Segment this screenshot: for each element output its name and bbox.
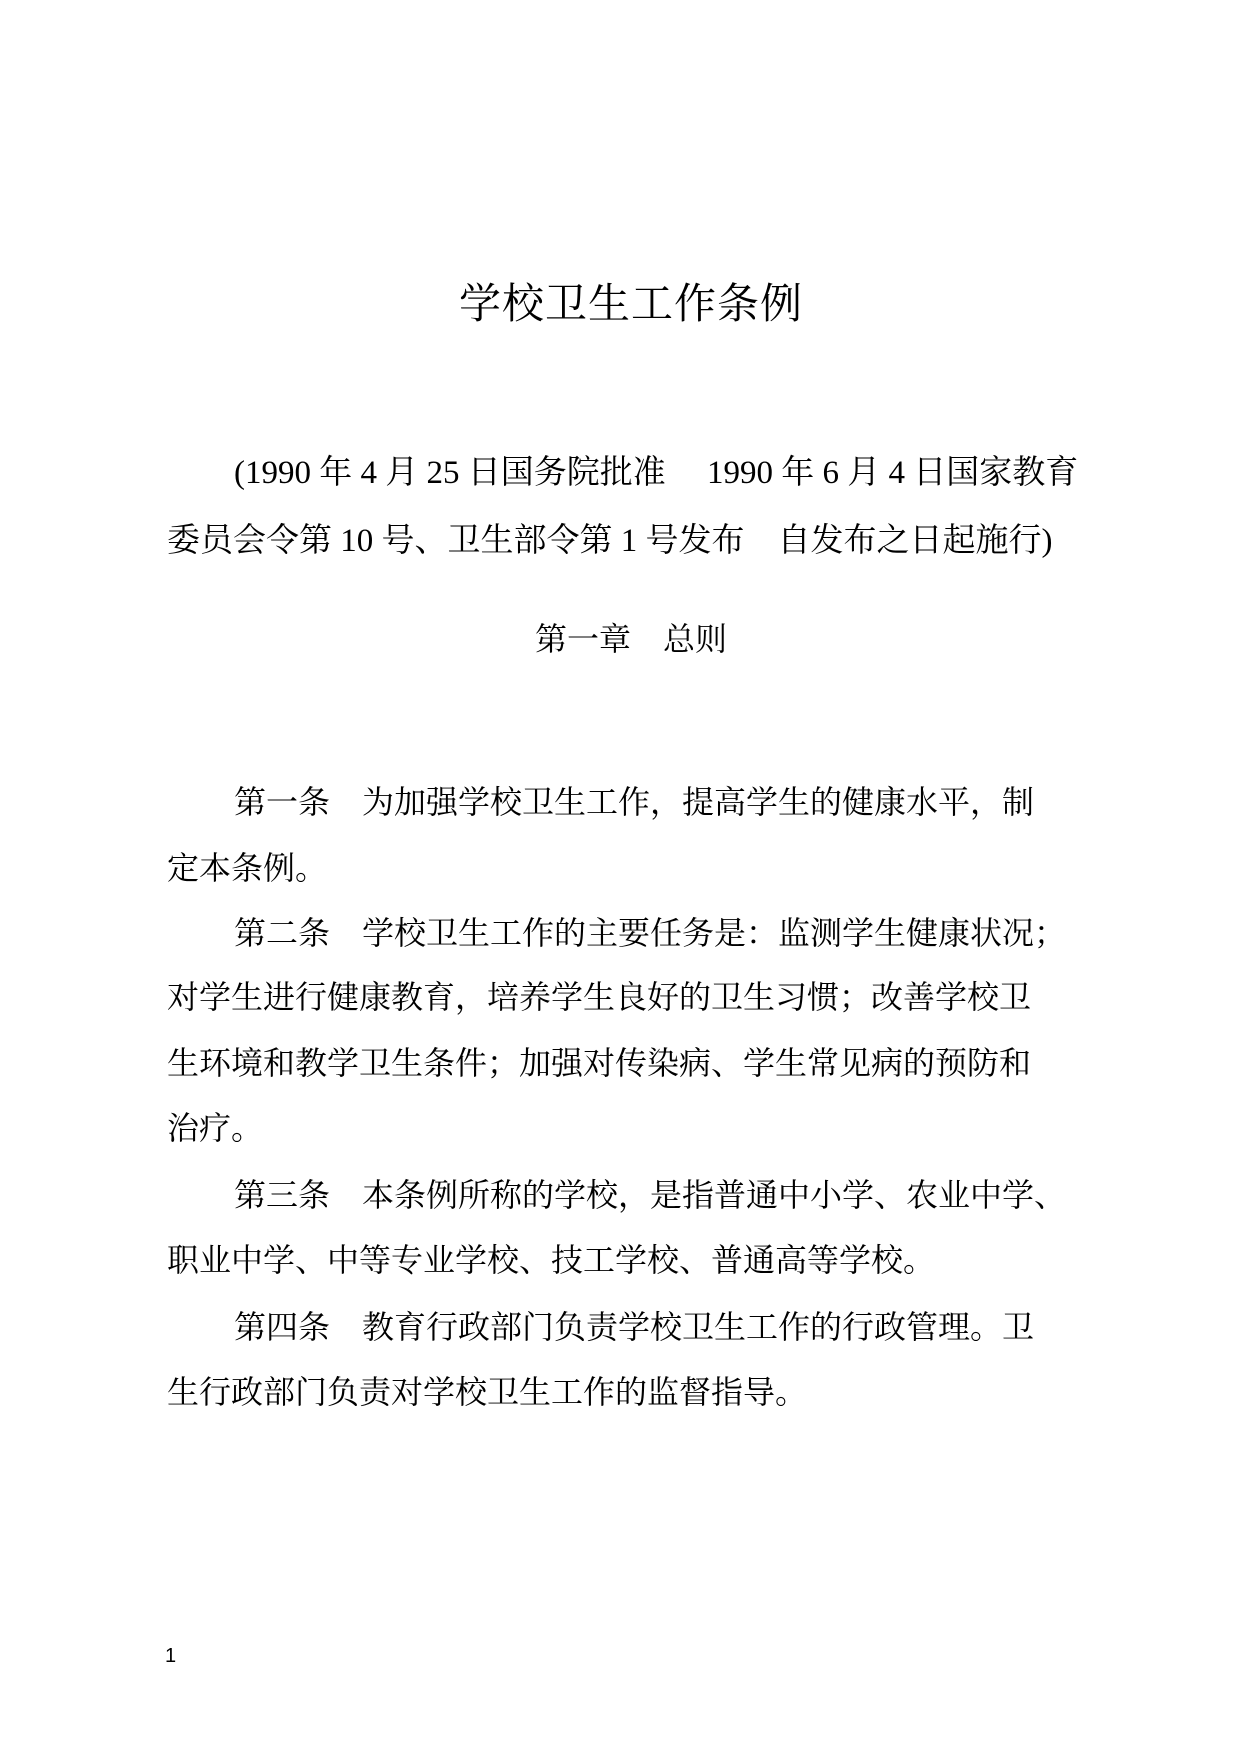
- article-2-line: 第二条 学校卫生工作的主要任务是：监测学生健康状况；: [234, 914, 1067, 952]
- chapter-heading: 第一章 总则: [534, 620, 727, 658]
- article-1-line: 定本条例。: [167, 849, 328, 887]
- article-2-line: 对学生进行健康教育，培养学生良好的卫生习惯；改善学校卫: [167, 978, 1032, 1016]
- article-2-line: 生环境和教学卫生条件；加强对传染病、学生常见病的预防和: [167, 1044, 1032, 1082]
- article-4-line: 生行政部门负责对学校卫生工作的监督指导。: [167, 1373, 808, 1411]
- page-number: 1: [165, 1645, 177, 1667]
- article-1-line: 第一条 为加强学校卫生工作，提高学生的健康水平，制: [234, 783, 1035, 821]
- document-title: 学校卫生工作条例: [458, 279, 803, 328]
- article-2-line: 治疗。: [167, 1109, 264, 1147]
- article-3-line: 第三条 本条例所称的学校，是指普通中小学、农业中学、: [234, 1176, 1067, 1214]
- article-4-line: 第四条 教育行政部门负责学校卫生工作的行政管理。卫: [234, 1308, 1035, 1346]
- article-3-line: 职业中学、中等专业学校、技工学校、普通高等学校。: [167, 1241, 936, 1279]
- preamble-line: (1990 年 4 月 25 日国务院批准 1990 年 6 月 4 日国家教育: [234, 455, 1079, 491]
- preamble-line: 委员会令第 10 号、卫生部令第 1 号发布 自发布之日起施行): [167, 523, 1053, 559]
